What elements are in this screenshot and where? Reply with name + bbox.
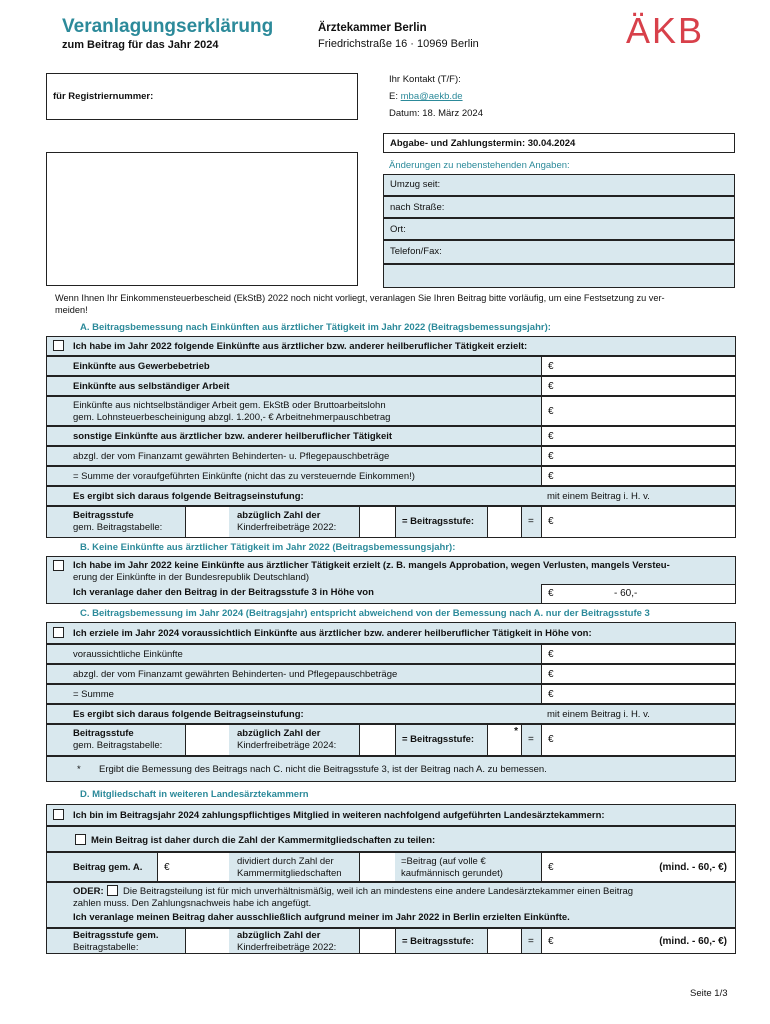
changes-street[interactable]: nach Straße: <box>383 196 735 218</box>
stufe-field[interactable] <box>185 929 229 953</box>
changes-phone-fax[interactable]: Telefon/Fax: <box>383 240 735 264</box>
section-a-check-row <box>46 336 736 356</box>
oder-line-3: Ich veranlage meinen Beitrag daher ausschließlich aufgrund meiner im Jahr 2022 in Berlin erzielten Einkünfte. <box>73 912 570 923</box>
income-label: Einkünfte aus nichtselbständiger Arbeit gem. EkStB oder Bruttoarbeitslohn <box>73 400 386 411</box>
section-a-checkbox[interactable] <box>53 340 64 351</box>
income-row-sum <box>46 466 736 486</box>
stufe-label: Beitragsstufe gem. <box>73 930 159 941</box>
amount-field[interactable] <box>541 725 735 755</box>
section-d-checkbox[interactable] <box>53 809 64 820</box>
euro-sign: € <box>548 406 554 417</box>
euro-sign: € <box>548 361 554 372</box>
address-window <box>46 152 358 286</box>
oder-line-2: zahlen muss. Den Zahlungsnachweis habe ich angefügt. <box>73 898 312 909</box>
section-d-final-row <box>46 928 736 954</box>
amount-field[interactable] <box>541 467 735 485</box>
eq-label: = Beitragsstufe: <box>402 936 475 947</box>
kids-label: abzüglich Zahl der <box>237 930 321 941</box>
euro-sign: € <box>548 451 554 462</box>
section-c-check-row <box>46 622 736 644</box>
stufe-label-2: Beitragstabelle: <box>73 942 139 953</box>
section-d-oder-box <box>46 882 736 928</box>
income-label: Einkünfte aus Gewerbebetrieb <box>73 361 210 372</box>
c-row-deduction <box>46 664 736 684</box>
income-row-business <box>46 356 736 376</box>
result-stufe-field[interactable] <box>487 507 521 537</box>
amount-field[interactable] <box>541 507 735 537</box>
eq-label: = Beitragsstufe: <box>402 516 475 527</box>
income-row-deduction <box>46 446 736 466</box>
oder-checkbox[interactable] <box>107 885 118 896</box>
section-a-calc-row <box>46 506 736 538</box>
income-row-other <box>46 426 736 446</box>
equals-sign: = <box>528 936 534 947</box>
divide-label-2: Kammermitgliedschaften <box>237 868 342 879</box>
kids-label-2: Kinderfreibeträge 2022: <box>237 522 337 533</box>
amount-field[interactable] <box>541 685 735 703</box>
beitrag-field[interactable] <box>157 853 229 881</box>
section-b-checkbox[interactable] <box>53 560 64 571</box>
income-label: Einkünfte aus selbständiger Arbeit <box>73 381 230 392</box>
stufe-label: Beitragsstufe <box>73 510 134 521</box>
stufe-field[interactable] <box>185 507 229 537</box>
section-b-line-2: erung der Einkünfte in der Bundesrepublik Deutschland) <box>73 572 310 583</box>
income-label: = Summe <box>73 689 114 700</box>
changes-extra[interactable] <box>383 264 735 288</box>
section-c-result-row <box>46 704 736 724</box>
section-a-result-row <box>46 486 736 506</box>
email-link[interactable]: mba@aekb.de <box>400 91 463 102</box>
oder-line-1: Die Beitragsteilung ist für mich unverhältnismäßig, weil ich an mindestens eine andere Landesärztekammer einen Beitrag <box>123 886 634 897</box>
euro-sign: € <box>548 734 554 745</box>
rounded-label-2: kaufmännisch gerundet) <box>401 868 503 879</box>
document-title: Veranlagungserklärung <box>62 16 274 37</box>
changes-moved-since[interactable]: Umzug seit: <box>383 174 735 196</box>
min-label: (mind. - 60,- €) <box>659 862 727 873</box>
changes-form <box>383 174 735 288</box>
section-d-check-label: Ich bin im Beitragsjahr 2024 zahlungspflichtiges Mitglied in weiteren nachfolgend aufgeführten Landesärztekammern: <box>73 810 605 821</box>
stufe-label-2: gem. Beitragstabelle: <box>73 522 163 533</box>
equals-sign: = <box>528 516 534 527</box>
footnote-text: Ergibt die Bemessung des Beitrags nach C. nicht die Beitragsstufe 3, ist der Beitrag nach A. zu bemessen. <box>99 764 547 775</box>
contact-label: Ihr Kontakt (T/F): <box>389 74 461 85</box>
amount-field[interactable] <box>541 357 735 375</box>
euro-sign: € <box>548 862 554 873</box>
kids-label-2: Kinderfreibeträge 2024: <box>237 740 337 751</box>
star-mark: * <box>514 726 518 737</box>
section-a-title: A. Beitragsbemessung nach Einkünften aus ärztlicher Tätigkeit im Jahr 2022 (Beitragsbemessungsjahr): <box>80 322 551 333</box>
section-c-check-label: Ich erziele im Jahr 2024 voraussichtlich Einkünfte aus ärztlicher bzw. anderer heilberuflicher Tätigkeit in Höhe von: <box>73 628 592 639</box>
intro-line-1: Wenn Ihnen Ihr Einkommensteuerbescheid (EkStB) 2022 noch nicht vorliegt, veranlagen Sie Ihren Beitrag bitte vorläufig, um eine Festsetzung zu ver- <box>55 293 665 303</box>
section-a-check-label: Ich habe im Jahr 2022 folgende Einkünfte aus ärztlicher bzw. anderer heilberuflicher Tätigkeit erzielt: <box>73 341 528 352</box>
section-b-amount-value: - 60,- <box>614 588 638 599</box>
income-label: sonstige Einkünfte aus ärztlicher bzw. anderer heilberuflicher Tätigkeit <box>73 431 393 442</box>
euro-sign: € <box>548 431 554 442</box>
registration-label: für Registriernummer: <box>53 91 154 102</box>
result-label: Es ergibt sich daraus folgende Beitragseinstufung: <box>73 491 304 502</box>
eq-label: = Beitragsstufe: <box>402 734 475 745</box>
amount-field[interactable] <box>541 929 735 953</box>
org-address: Friedrichstraße 16 · 10969 Berlin <box>318 38 479 50</box>
result-label: Es ergibt sich daraus folgende Beitragseinstufung: <box>73 709 304 720</box>
min-label: (mind. - 60,- €) <box>659 936 727 947</box>
memberships-field[interactable] <box>359 853 395 881</box>
c-row-sum <box>46 684 736 704</box>
deadline-box: Abgabe- und Zahlungstermin: 30.04.2024 <box>383 133 735 153</box>
section-d-sub-checkbox[interactable] <box>75 834 86 845</box>
email-prefix: E: <box>389 91 398 102</box>
contact-email-line <box>389 91 463 102</box>
stufe-label-2: gem. Beitragstabelle: <box>73 740 163 751</box>
document-subtitle: zum Beitrag für das Jahr 2024 <box>62 39 219 51</box>
section-b-line-3: Ich veranlage daher den Beitrag in der Beitragsstufe 3 in Höhe von <box>73 587 374 598</box>
result-stufe-field[interactable] <box>487 929 521 953</box>
c-row-income <box>46 644 736 664</box>
result-right-label: mit einem Beitrag i. H. v. <box>547 709 650 720</box>
equals-sign: = <box>528 734 534 745</box>
rounded-label: =Beitrag (auf volle € <box>401 856 486 867</box>
amount-field[interactable] <box>541 397 735 425</box>
beitrag-label: Beitrag gem. A. <box>73 862 143 873</box>
euro-sign: € <box>548 669 554 680</box>
section-d-check-row <box>46 804 736 826</box>
kids-field[interactable] <box>359 929 395 953</box>
result-right-label: mit einem Beitrag i. H. v. <box>547 491 650 502</box>
stufe-field[interactable] <box>185 725 229 755</box>
divide-label: dividiert durch Zahl der <box>237 856 334 867</box>
income-row-employment <box>46 396 736 426</box>
changes-city[interactable]: Ort: <box>383 218 735 240</box>
amount-field[interactable] <box>541 645 735 663</box>
org-name: Ärztekammer Berlin <box>318 22 427 34</box>
section-d-calc-row <box>46 852 736 882</box>
footnote-mark: * <box>77 764 81 775</box>
amount-field[interactable] <box>541 447 735 465</box>
kids-label-2: Kinderfreibeträge 2022: <box>237 942 337 953</box>
document-date: Datum: 18. März 2024 <box>389 108 483 119</box>
income-label-2: gem. Lohnsteuerbescheinigung abzgl. 1.200,- € Arbeitnehmerpauschbetrag <box>73 412 391 423</box>
euro-sign: € <box>548 649 554 660</box>
kids-label: abzüglich Zahl der <box>237 510 321 521</box>
kids-field[interactable] <box>359 507 395 537</box>
kids-field[interactable] <box>359 725 395 755</box>
section-b-box <box>46 556 736 604</box>
amount-field[interactable] <box>541 427 735 445</box>
euro-sign: € <box>548 936 554 947</box>
section-d-sub-check-row <box>46 826 736 852</box>
section-c-footnote-row <box>46 756 736 782</box>
section-c-calc-row <box>46 724 736 756</box>
section-b-line-1: Ich habe im Jahr 2022 keine Einkünfte aus ärztlicher Tätigkeit erzielt (z. B. mangels Approbation, wegen Verlusten, mangels Versteu- <box>73 560 670 571</box>
euro-sign: € <box>548 381 554 392</box>
stufe-label: Beitragsstufe <box>73 728 134 739</box>
income-row-selfemployed <box>46 376 736 396</box>
amount-field[interactable] <box>541 377 735 395</box>
oder-prefix: ODER: <box>73 886 104 897</box>
kids-label: abzüglich Zahl der <box>237 728 321 739</box>
income-label: abzgl. der vom Finanzamt gewährten Behinderten- und Pflegepauschbeträge <box>73 669 398 680</box>
section-b-title: B. Keine Einkünfte aus ärztlicher Tätigkeit im Jahr 2022 (Beitragsbemessungsjahr): <box>80 542 456 553</box>
euro-sign: € <box>548 689 554 700</box>
income-label: abzgl. der vom Finanzamt gewährten Behinderten- u. Pflegepauschbeträge <box>73 451 390 462</box>
section-b-amount <box>541 584 735 603</box>
euro-sign: € <box>548 471 554 482</box>
section-c-title: C. Beitragsbemessung im Jahr 2024 (Beitragsjahr) entspricht abweichend von der Bemessung nach A. nur der Beitragsstufe 3 <box>80 608 650 619</box>
page-number: Seite 1/3 <box>690 988 728 999</box>
income-label: = Summe der voraufgeführten Einkünfte (nicht das zu versteuernde Einkommen!) <box>73 471 415 482</box>
intro-line-2: meiden! <box>55 305 88 315</box>
changes-title: Änderungen zu nebenstehenden Angaben: <box>389 160 570 171</box>
euro-sign: € <box>548 516 554 527</box>
amount-field[interactable] <box>541 853 735 881</box>
income-label: voraussichtliche Einkünfte <box>73 649 183 660</box>
registration-box[interactable] <box>46 73 358 120</box>
result-stufe-field[interactable] <box>487 725 521 755</box>
aekb-logo: ÄKB <box>626 10 705 51</box>
section-c-checkbox[interactable] <box>53 627 64 638</box>
euro-sign: € <box>164 862 170 873</box>
section-d-sub-check-label: Mein Beitrag ist daher durch die Zahl der Kammermitgliedschaften zu teilen: <box>91 835 436 846</box>
amount-field[interactable] <box>541 665 735 683</box>
euro-sign: € <box>548 588 554 599</box>
section-d-title: D. Mitgliedschaft in weiteren Landesärztekammern <box>80 789 309 800</box>
